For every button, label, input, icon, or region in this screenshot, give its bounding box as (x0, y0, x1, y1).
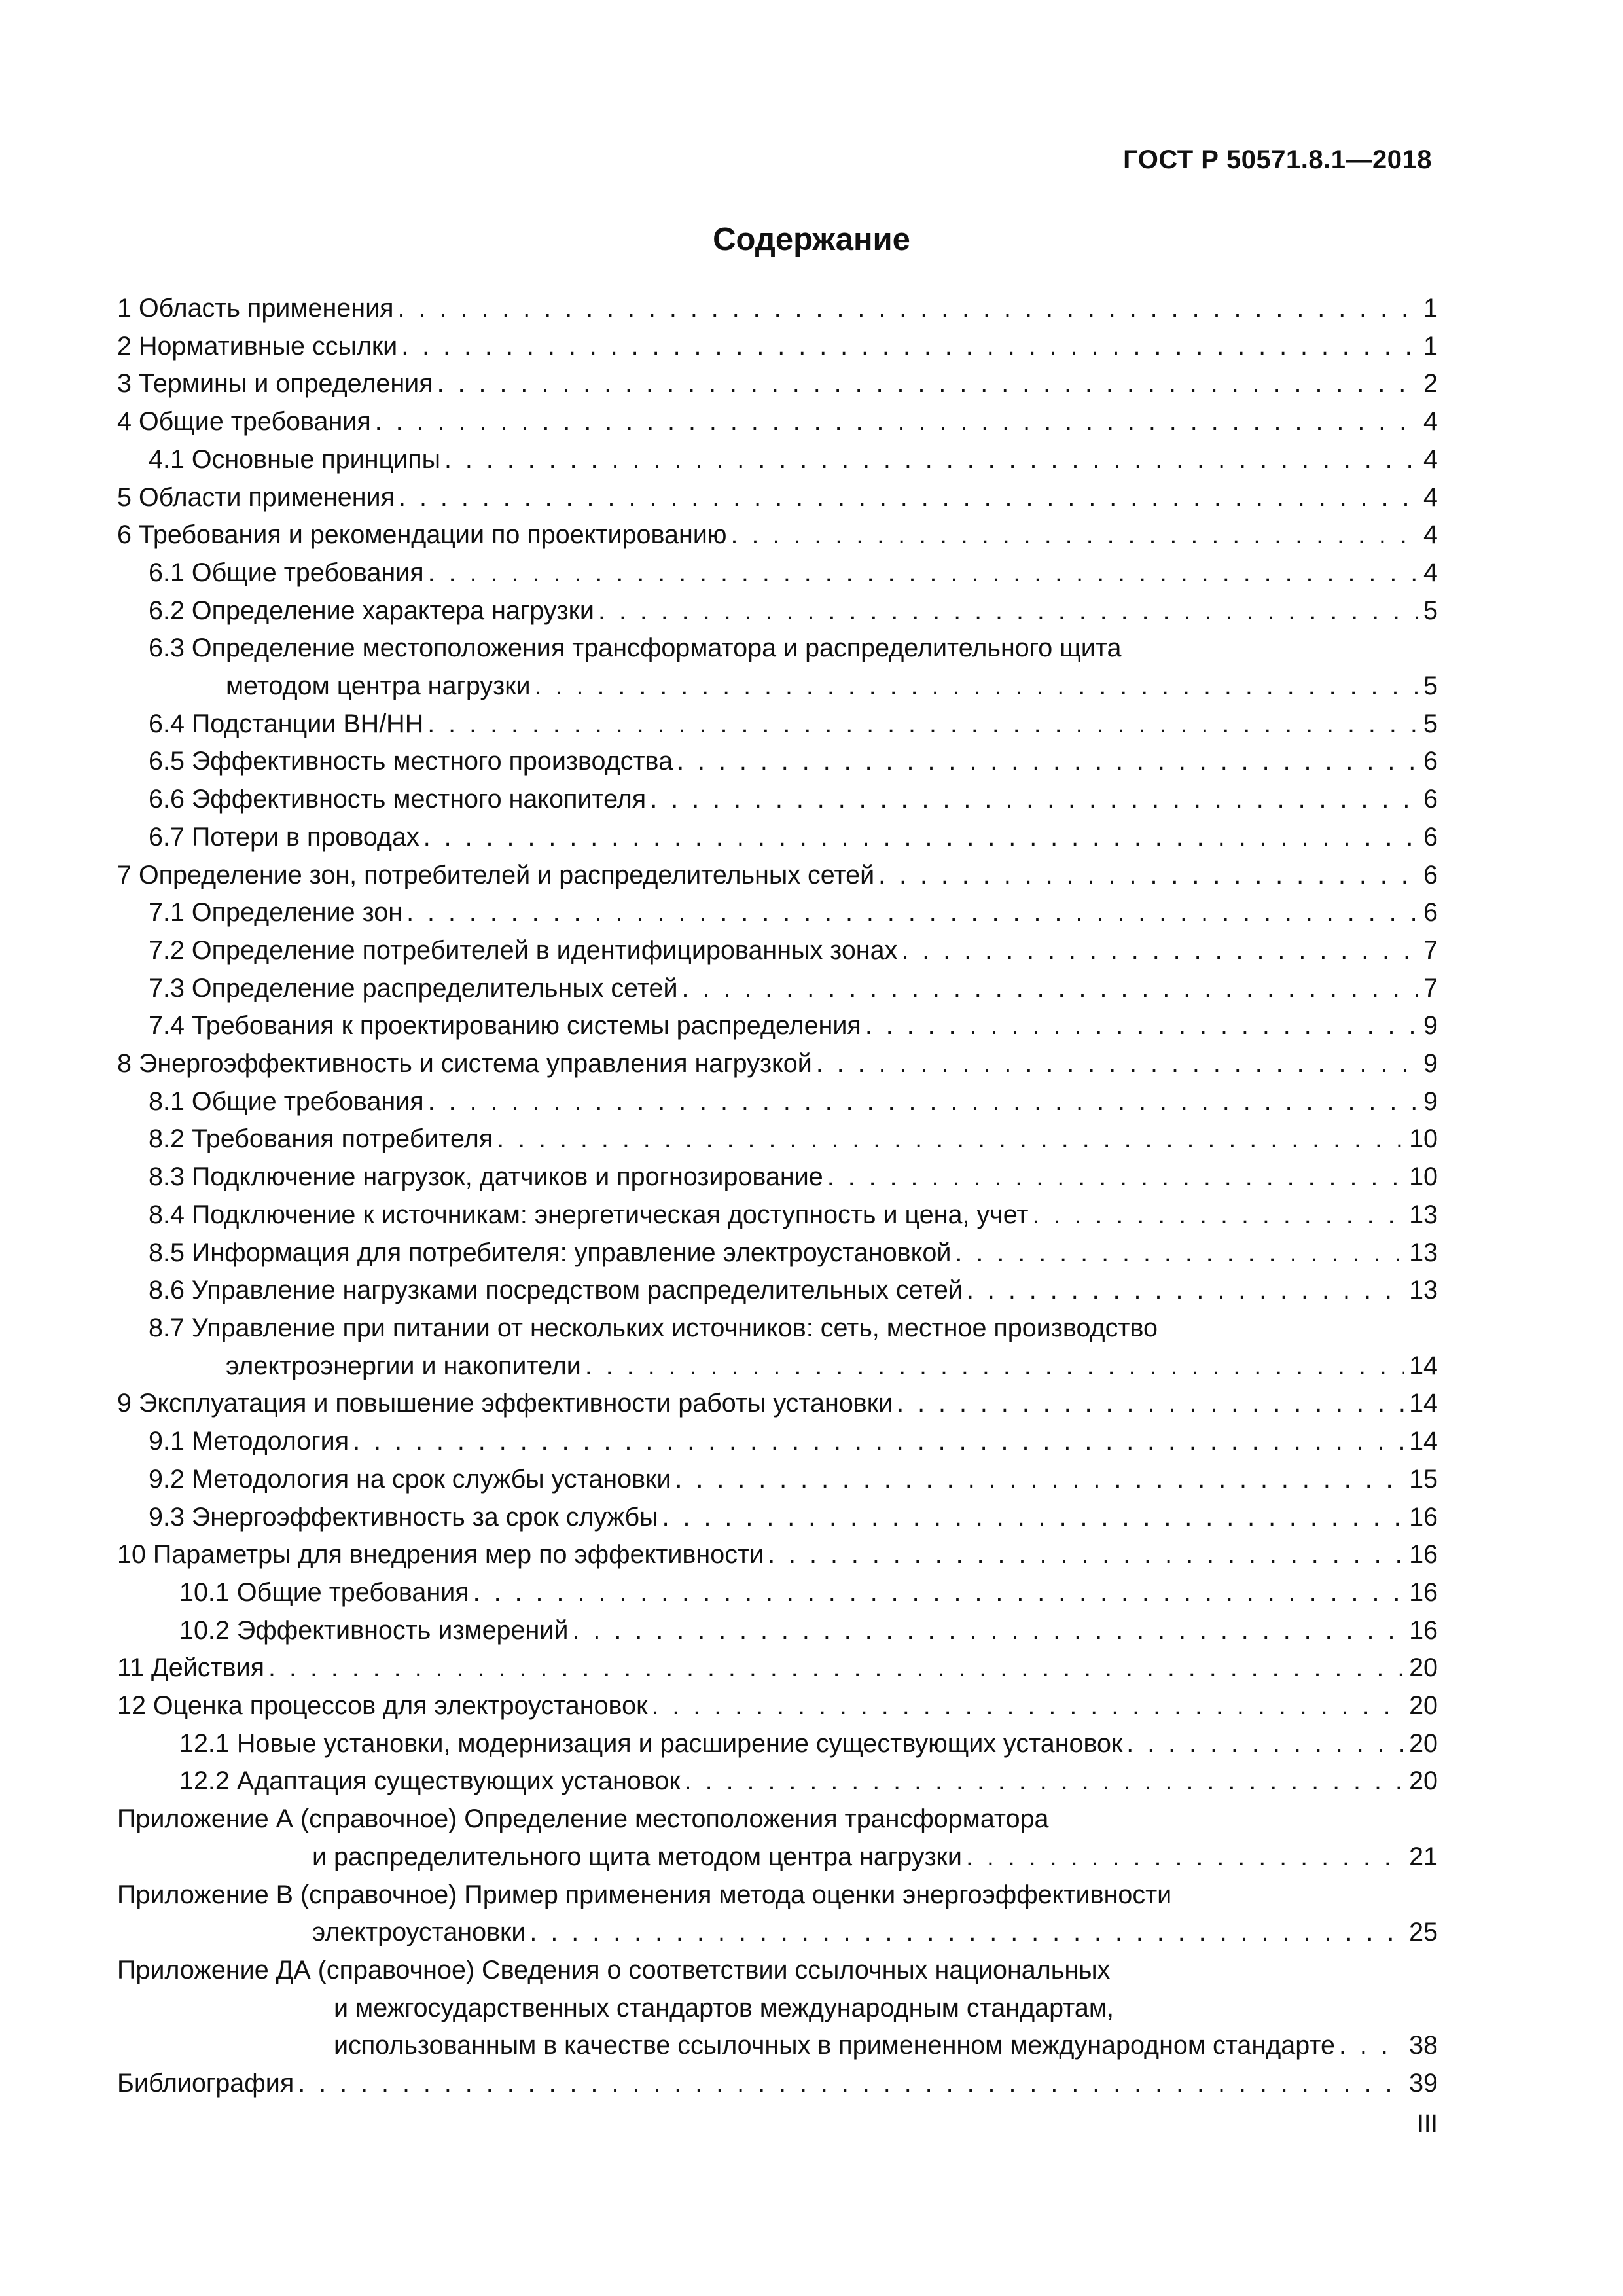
dot-leader (298, 2065, 1404, 2103)
toc-entry-title: 6.1 Общие требования (149, 558, 424, 587)
toc-entry-page: 5 (1423, 596, 1438, 625)
toc-entry-page: 9 (1423, 1011, 1438, 1041)
toc-entry-title: 9 Эксплуатация и повышение эффективности работы установки (117, 1389, 893, 1418)
toc-entry[interactable] (117, 781, 1438, 819)
toc-entry-page: 1 (1423, 294, 1438, 323)
dot-leader (901, 932, 1418, 970)
toc-entry-page: 21 (1409, 1842, 1438, 1871)
dot-leader (1126, 1725, 1404, 1763)
dot-leader (865, 1007, 1418, 1045)
dot-leader (675, 1461, 1404, 1499)
toc-entry-title: 9.2 Методология на срок службы установки (149, 1464, 671, 1494)
toc-entry-title-cont: и распределительного щита методом центра нагрузки (312, 1842, 962, 1871)
toc-entry[interactable] (117, 1158, 1438, 1196)
toc-entry[interactable] (117, 857, 1438, 895)
dot-leader (572, 1612, 1404, 1650)
toc-entry[interactable] (117, 1763, 1438, 1801)
toc-entry[interactable] (117, 932, 1438, 970)
toc-entry-title: 8.7 Управление при питании от нескольких источников: сеть, местное производство (149, 1313, 1158, 1342)
dot-leader (650, 781, 1418, 819)
toc-entry-page: 6 (1423, 860, 1438, 889)
toc-entry-annex-a[interactable] (117, 1801, 1438, 1876)
toc-entry-title: 8.3 Подключение нагрузок, датчиков и прогнозирование (149, 1162, 823, 1192)
toc-entry-title: 7.4 Требования к проектированию системы распределения (149, 1011, 861, 1041)
toc-entry-title: 7.1 Определение зон (149, 898, 403, 927)
dot-leader (677, 743, 1418, 781)
toc-entry-title-cont: и межгосударственных стандартов международным стандартам, (334, 1993, 1114, 2022)
toc-entry-title: 7 Определение зон, потребителей и распределительных сетей (117, 860, 875, 889)
dot-leader (662, 1499, 1404, 1537)
dot-leader (731, 516, 1419, 554)
toc-entry-title: 9.1 Методология (149, 1427, 349, 1456)
toc-entry[interactable] (117, 1687, 1438, 1725)
toc-entry-page: 4 (1423, 482, 1438, 512)
toc-entry[interactable] (117, 1461, 1438, 1499)
dot-leader (529, 1914, 1404, 1952)
toc-entry[interactable] (117, 819, 1438, 857)
toc-entry[interactable] (117, 365, 1438, 403)
toc-entry-page: 7 (1423, 973, 1438, 1003)
toc-entry-page: 5 (1423, 672, 1438, 701)
toc-entry-page: 1 (1423, 331, 1438, 361)
dot-leader (398, 290, 1419, 328)
dot-leader (651, 1687, 1404, 1725)
toc-entry-page: 9 (1423, 1049, 1438, 1079)
toc-entry-page: 6 (1423, 785, 1438, 814)
toc-entry-title: 4 Общие требования (117, 407, 371, 437)
toc-entry-title-cont: электроэнергии и накопители (226, 1351, 581, 1380)
toc-entry[interactable] (117, 554, 1438, 592)
dot-leader (967, 1272, 1404, 1310)
toc-entry[interactable] (117, 592, 1438, 630)
dot-leader (375, 403, 1418, 441)
toc-entry[interactable] (117, 328, 1438, 366)
dot-leader (268, 1649, 1404, 1687)
toc-title: Содержание (713, 222, 910, 257)
dot-leader (444, 441, 1418, 479)
toc-entry-title: 1 Область применения (117, 294, 394, 323)
dot-leader (535, 668, 1418, 706)
toc-entry[interactable] (117, 516, 1438, 554)
toc-entry-title: 8.5 Информация для потребителя: управление электроустановкой (149, 1238, 952, 1267)
toc-entry-title: 10.1 Общие требования (179, 1577, 469, 1607)
dot-leader (401, 328, 1418, 366)
toc-entry[interactable] (117, 1612, 1438, 1650)
toc-entry-annex-b[interactable] (117, 1876, 1438, 1952)
toc-entry-page: 2 (1423, 369, 1438, 399)
dot-leader (353, 1423, 1404, 1461)
toc-entry-title: 4.1 Основные принципы (149, 444, 440, 474)
toc-entry-page: 14 (1409, 1427, 1438, 1456)
toc-entry-title: 11 Действия (117, 1653, 265, 1683)
toc-entry[interactable] (117, 743, 1438, 781)
toc-entry-annex-da[interactable] (117, 1952, 1438, 2065)
dot-leader (897, 1385, 1404, 1423)
toc-entry[interactable] (117, 1423, 1438, 1461)
dot-leader (1032, 1196, 1404, 1234)
dot-leader (827, 1158, 1404, 1196)
toc-entry[interactable] (117, 403, 1438, 441)
toc-entry-title: 8.6 Управление нагрузками посредством распределительных сетей (149, 1276, 963, 1305)
toc-entry[interactable] (117, 970, 1438, 1008)
dot-leader (428, 1083, 1418, 1121)
dot-leader (682, 970, 1419, 1008)
toc-entry-title: 8.4 Подключение к источникам: энергетическая доступность и цена, учет (149, 1200, 1029, 1229)
toc-entry-page: 38 (1409, 2031, 1438, 2060)
toc-entry-page: 20 (1409, 1691, 1438, 1721)
toc-entry[interactable] (117, 1121, 1438, 1158)
toc-entry[interactable] (117, 1725, 1438, 1763)
toc-entry-page: 4 (1423, 520, 1438, 550)
toc-entry-page: 16 (1409, 1540, 1438, 1570)
dot-leader (427, 706, 1418, 744)
toc-entry-title: 12.1 Новые установки, модернизация и расширение существующих установок (179, 1729, 1123, 1758)
toc-entry-title: 8.2 Требования потребителя (149, 1124, 493, 1154)
toc-entry-title-cont: использованным в качестве ссылочных в примененном международном стандарте (334, 2031, 1335, 2060)
toc-entry-page: 10 (1409, 1124, 1438, 1154)
toc-entry-page: 15 (1409, 1464, 1438, 1494)
toc-entry-page: 20 (1409, 1729, 1438, 1758)
toc-entry[interactable] (117, 1385, 1438, 1423)
toc-entry-title: 6 Требования и рекомендации по проектированию (117, 520, 727, 550)
toc-entry-title: 7.3 Определение распределительных сетей (149, 973, 678, 1003)
dot-leader (497, 1121, 1404, 1158)
toc-entry-title: Приложение В (справочное) Пример применения метода оценки энергоэффективности (117, 1880, 1172, 1909)
dot-leader (399, 479, 1418, 517)
toc-entry-page: 6 (1423, 822, 1438, 852)
dot-leader (685, 1763, 1404, 1801)
toc-entry-page: 20 (1409, 1767, 1438, 1796)
toc-entry[interactable] (117, 1574, 1438, 1612)
toc-entry[interactable] (117, 290, 1438, 328)
toc-entry-title: 6.3 Определение местоположения трансформатора и распределительного щита (149, 634, 1122, 663)
toc-entry[interactable] (117, 1234, 1438, 1272)
dot-leader (1339, 2027, 1404, 2065)
toc-entry[interactable] (117, 1083, 1438, 1121)
toc-entry-title: 8.1 Общие требования (149, 1086, 424, 1116)
toc-entry-title: 6.6 Эффективность местного накопителя (149, 785, 647, 814)
toc-entry[interactable] (117, 479, 1438, 517)
toc-entry-page: 6 (1423, 898, 1438, 927)
toc-entry[interactable] (117, 630, 1438, 705)
toc-entry[interactable] (117, 894, 1438, 932)
toc-entry-title-cont: электроустановки (312, 1918, 526, 1947)
toc-entry-title: Приложение ДА (справочное) Сведения о соответствии ссылочных национальных (117, 1955, 1111, 1984)
toc-entry-title: 7.2 Определение потребителей в идентифицированных зонах (149, 935, 898, 965)
dot-leader (437, 365, 1418, 403)
toc-entry-page: 13 (1409, 1238, 1438, 1267)
toc-entry[interactable] (117, 706, 1438, 744)
dot-leader (406, 894, 1418, 932)
toc-entry-page: 13 (1409, 1276, 1438, 1305)
page-number: III (1417, 2110, 1438, 2138)
toc-entry[interactable] (117, 1310, 1438, 1385)
toc-entry[interactable] (117, 1272, 1438, 1310)
toc-entry-page: 16 (1409, 1615, 1438, 1645)
toc-entry-title: 6.7 Потери в проводах (149, 822, 419, 852)
dot-leader (966, 1839, 1404, 1876)
toc-entry-title: 3 Термины и определения (117, 369, 433, 399)
toc-entry-page: 6 (1423, 747, 1438, 776)
toc-entry-title: Приложение А (справочное) Определение местоположения трансформатора (117, 1804, 1049, 1834)
toc-entry[interactable] (117, 1649, 1438, 1687)
toc-entry-title: 12.2 Адаптация существующих установок (179, 1767, 681, 1796)
toc-entry-title-cont: методом центра нагрузки (226, 672, 531, 701)
dot-leader (878, 857, 1418, 895)
dot-leader (816, 1045, 1418, 1083)
toc-entry-page: 10 (1409, 1162, 1438, 1192)
toc-entry-page: 13 (1409, 1200, 1438, 1229)
toc-entry[interactable] (117, 1499, 1438, 1537)
toc-entry-page: 4 (1423, 407, 1438, 437)
toc-entry-page: 16 (1409, 1577, 1438, 1607)
toc-entry-page: 5 (1423, 709, 1438, 738)
toc-entry-page: 14 (1409, 1351, 1438, 1380)
toc-entry-title: 5 Области применения (117, 482, 395, 512)
toc-entry[interactable] (117, 441, 1438, 479)
toc-entry-title: 10 Параметры для внедрения мер по эффективности (117, 1540, 764, 1570)
toc-entry-title: 12 Оценка процессов для электроустановок (117, 1691, 648, 1721)
toc-entry-title: 9.3 Энергоэффективность за срок службы (149, 1502, 658, 1532)
toc-entry-page: 7 (1423, 935, 1438, 965)
dot-leader (585, 1348, 1404, 1386)
toc-entry[interactable] (117, 1007, 1438, 1045)
dot-leader (598, 592, 1418, 630)
toc-entry-page: 20 (1409, 1653, 1438, 1683)
toc-entry-page: 14 (1409, 1389, 1438, 1418)
toc-entry-page: 4 (1423, 444, 1438, 474)
table-of-contents (117, 290, 1438, 2103)
toc-entry-page: 39 (1409, 2069, 1438, 2098)
toc-entry-title: 6.5 Эффективность местного производства (149, 747, 673, 776)
toc-entry-bibliography[interactable] (117, 2065, 1438, 2103)
toc-entry-page: 16 (1409, 1502, 1438, 1532)
toc-entry-page: 4 (1423, 558, 1438, 587)
document-code: ГОСТ Р 50571.8.1—2018 (1123, 145, 1432, 174)
dot-leader (423, 819, 1418, 857)
toc-entry-title: 8 Энергоэффективность и система управления нагрузкой (117, 1049, 812, 1079)
toc-entry[interactable] (117, 1536, 1438, 1574)
toc-entry-page: 25 (1409, 1918, 1438, 1947)
toc-entry-title: 6.4 Подстанции ВН/НН (149, 709, 424, 738)
toc-entry-title: 2 Нормативные ссылки (117, 331, 398, 361)
toc-entry[interactable] (117, 1196, 1438, 1234)
dot-leader (428, 554, 1418, 592)
toc-entry-title: 10.2 Эффективность измерений (179, 1615, 569, 1645)
dot-leader (768, 1536, 1404, 1574)
toc-entry-page: 9 (1423, 1086, 1438, 1116)
dot-leader (955, 1234, 1404, 1272)
toc-entry-title: 6.2 Определение характера нагрузки (149, 596, 594, 625)
dot-leader (473, 1574, 1404, 1612)
toc-entry-title: Библиография (117, 2069, 294, 2098)
toc-entry[interactable] (117, 1045, 1438, 1083)
